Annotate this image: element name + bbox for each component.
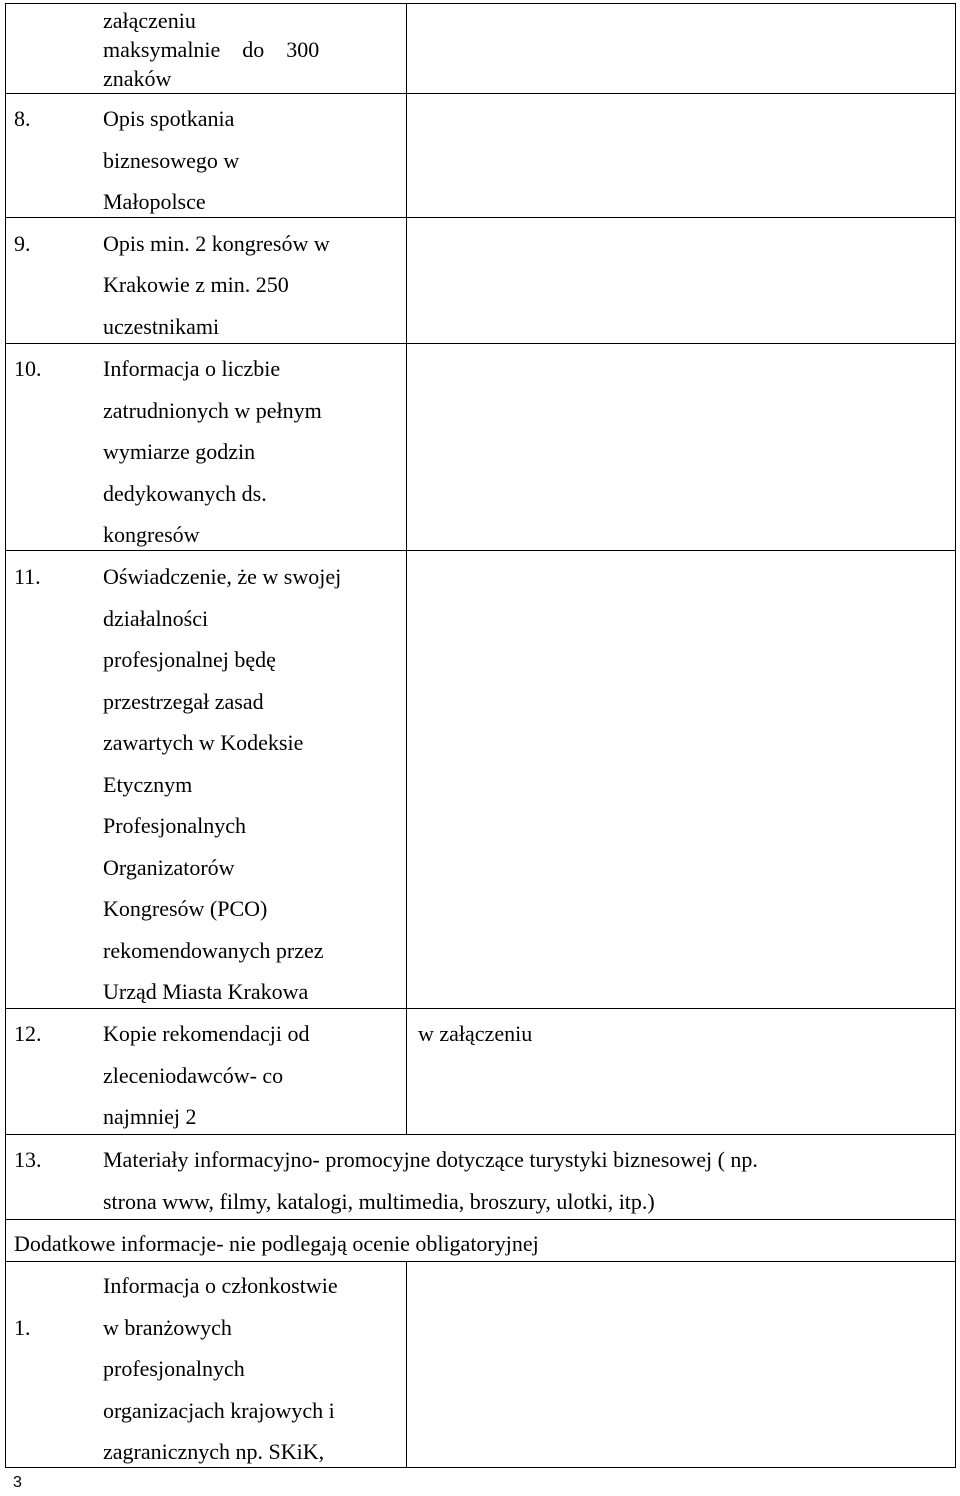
cell-text: Małopolsce [103, 189, 206, 214]
page-number: 3 [13, 1474, 22, 1491]
section-header: Dodatkowe informacje- nie podlegają ocenie obligatoryjnej [14, 1231, 539, 1256]
cell-text: Profesjonalnych [103, 813, 246, 838]
row-divider [5, 217, 955, 218]
cell-text: organizacjach krajowych i [103, 1398, 335, 1423]
row-divider [5, 343, 955, 344]
column-divider [406, 3, 407, 1135]
cell-text: Kongresów (PCO) [103, 896, 268, 921]
cell-text: Krakowie z min. 250 [103, 272, 289, 297]
cell-text: zleceniodawców- co [103, 1063, 284, 1088]
cell-text: Organizatorów [103, 855, 235, 880]
cell-text: maksymalnie do 300 [103, 37, 320, 62]
row-divider [5, 1134, 955, 1135]
cell-text: Urząd Miasta Krakowa [103, 979, 309, 1004]
row-divider [5, 1261, 955, 1262]
row-number: 9. [14, 231, 31, 256]
cell-text: Materiały informacyjno- promocyjne dotyczące turystyki biznesowej ( np. [103, 1147, 758, 1172]
cell-text: przestrzegał zasad [103, 689, 264, 714]
cell-value: w załączeniu [418, 1021, 533, 1046]
cell-text: zawartych w Kodeksie [103, 730, 304, 755]
cell-text: kongresów [103, 522, 200, 547]
cell-text: znaków [103, 66, 172, 91]
row-number: 13. [14, 1147, 42, 1172]
cell-text: zatrudnionych w pełnym [103, 398, 322, 423]
cell-text: profesjonalnej będę [103, 647, 276, 672]
cell-text: Informacja o członkostwie [103, 1273, 338, 1298]
cell-text: Oświadczenie, że w swojej [103, 564, 342, 589]
cell-text: dedykowanych ds. [103, 481, 267, 506]
cell-text: uczestnikami [103, 314, 220, 339]
cell-text: w branżowych [103, 1315, 232, 1340]
row-divider [5, 93, 955, 94]
row-number: 10. [14, 356, 42, 381]
cell-text: biznesowego w [103, 148, 240, 173]
table-border-left [5, 3, 6, 1468]
cell-text: Etycznym [103, 772, 193, 797]
column-divider [406, 1261, 407, 1468]
cell-text: zagranicznych np. SKiK, [103, 1439, 325, 1464]
cell-text: strona www, filmy, katalogi, multimedia, broszury, ulotki, itp.) [103, 1189, 655, 1214]
row-divider [5, 1008, 955, 1009]
cell-text: działalności [103, 606, 209, 631]
row-number: 1. [14, 1315, 31, 1340]
cell-text: Kopie rekomendacji od [103, 1021, 310, 1046]
cell-text: najmniej 2 [103, 1104, 197, 1129]
row-divider [5, 1219, 955, 1220]
row-number: 12. [14, 1021, 42, 1046]
row-divider [5, 550, 955, 551]
cell-text: Opis min. 2 kongresów w [103, 231, 330, 256]
cell-text: rekomendowanych przez [103, 938, 324, 963]
cell-text: Opis spotkania [103, 106, 235, 131]
cell-text: wymiarze godzin [103, 439, 256, 464]
table-border-top [5, 3, 955, 4]
table-border-right [955, 3, 956, 1468]
table-border-bottom [5, 1467, 955, 1468]
row-number: 11. [14, 564, 41, 589]
cell-text: załączeniu [103, 8, 196, 33]
cell-text: profesjonalnych [103, 1356, 245, 1381]
row-number: 8. [14, 106, 31, 131]
cell-text: Informacja o liczbie [103, 356, 281, 381]
